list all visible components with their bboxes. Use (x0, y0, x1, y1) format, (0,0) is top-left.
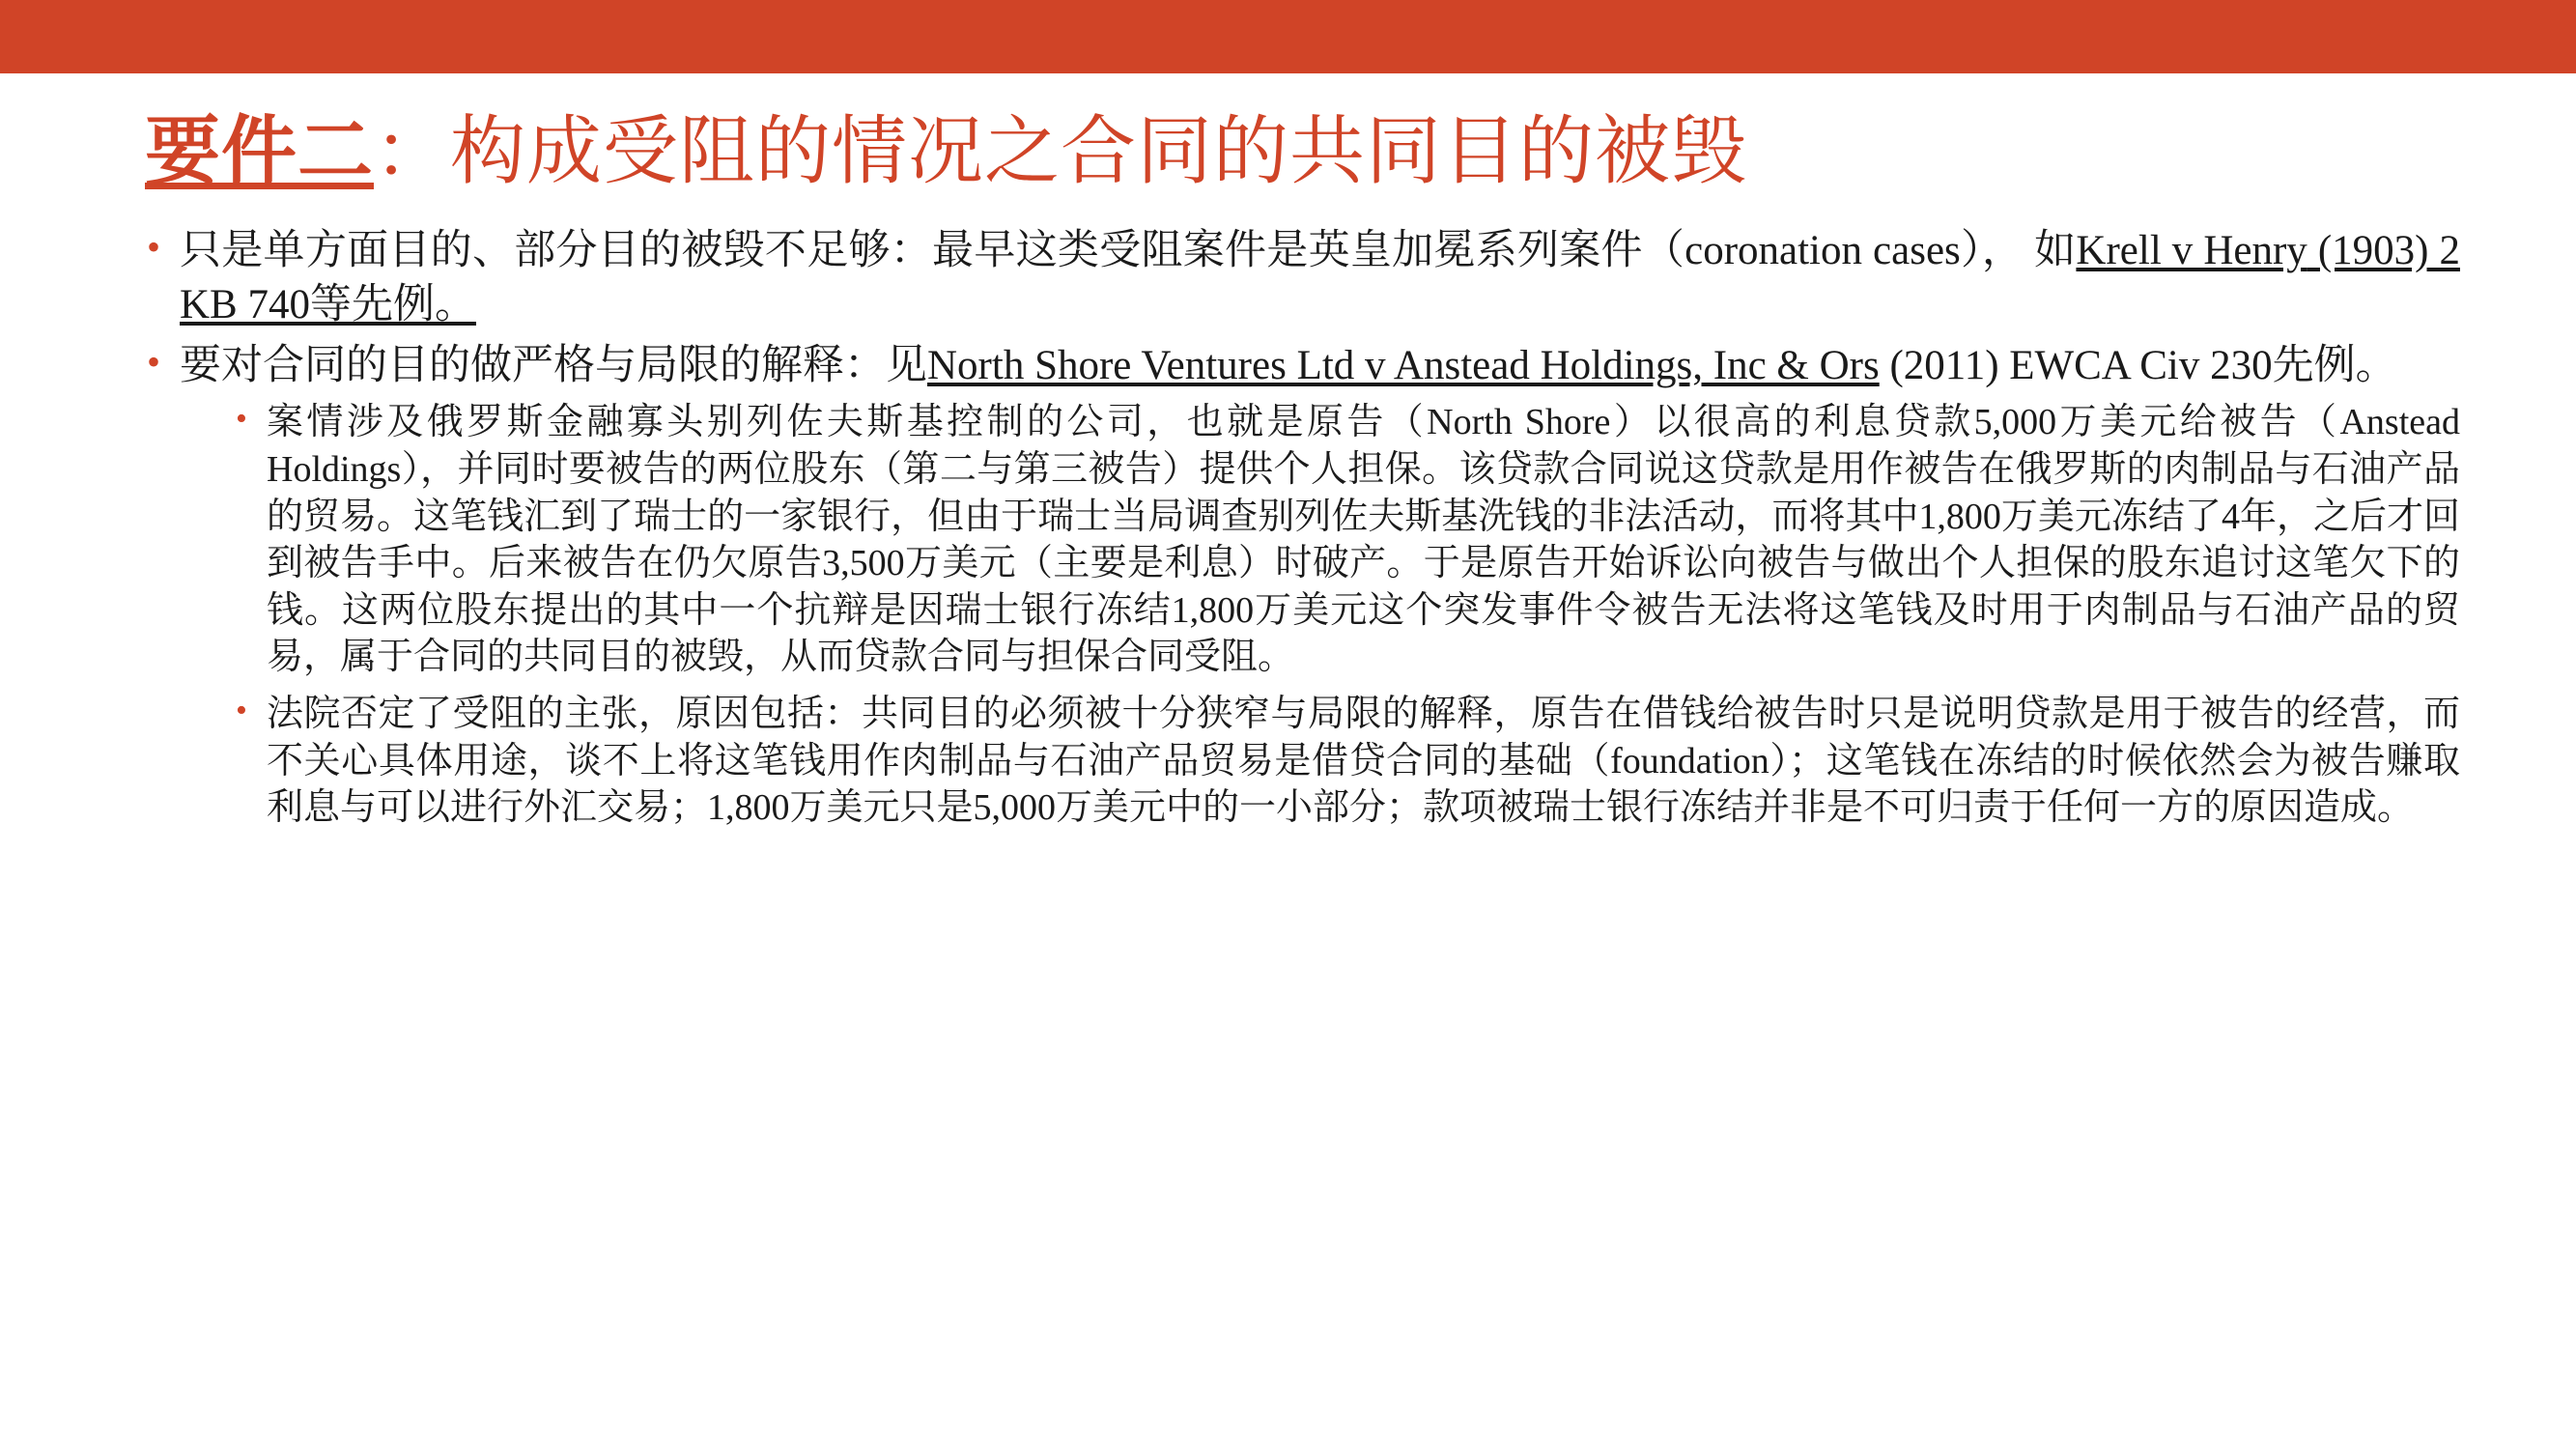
bullet-2-segment-1: 要对合同的目的做严格与局限的解释：见 (180, 343, 927, 389)
slide-top-accent-bar (0, 0, 2576, 73)
list-item (224, 399, 2460, 681)
slide-body (0, 224, 2576, 832)
bullet-2-segment-3: (2011) EWCA Civ 230先例。 (1879, 343, 2397, 389)
list-item (135, 339, 2460, 832)
page-title (145, 108, 2576, 195)
slide-content (0, 73, 2576, 841)
list-item (135, 224, 2460, 332)
bullet-1-segment-3: (1903) 2 KB 740等先例。 (180, 227, 2460, 327)
page-title-rest: ：构成受阻的情况之合同的共同目的被毁 (374, 109, 1748, 193)
page-title-underlined-part: 要件二 (145, 109, 375, 193)
sub-bullet-2-text: 法院否定了受阻的主张，原因包括：共同目的必须被十分狭窄与局限的解释，原告在借钱给被告时只是说明贷款是用于被告的经营，而不关心具体用途，谈不上将这笔钱用作肉制品与石油产品贸易是借贷合同的基础（foundation）；这笔钱在冻结的时候依然会为被告赚取利息与可以进行外汇交易；1,800万美元只是5,000万美元中的一小部分；款项被瑞士银行冻结并非是不可归责于任何一方的原因造成。 (267, 694, 2460, 829)
list-item (224, 691, 2460, 832)
bullet-1-text (180, 224, 2460, 332)
bullet-1-case-citation-krell: Krell v Henry (2076, 227, 2307, 273)
bullet-list-level2 (180, 399, 2460, 832)
bullet-1-segment-1: 只是单方面目的、部分目的被毁不足够：最早这类受阻案件是英皇加冕系列案件（coronation cases）， 如 (180, 227, 2077, 273)
bullet-2-case-citation-north-shore: North Shore Ventures Ltd v Anstead Holdings, Inc & Ors (927, 343, 1880, 389)
bullet-2-text (180, 339, 2460, 393)
sub-bullet-1-text: 案情涉及俄罗斯金融寡头别列佐夫斯基控制的公司，也就是原告（North Shore）以很高的利息贷款5,000万美元给被告（Anstead Holdings），并同时要被告的两位股东（第二与第三被告）提供个人担保。该贷款合同说这贷款是用作被告在俄罗斯的肉制品与石油产品的贸易。这笔钱汇到了瑞士的一家银行，但由于瑞士当局调查别列佐夫斯基洗钱的非法活动，而将其中1,800万美元冻结了4年，之后才回到被告手中。后来被告在仍欠原告3,500万美元（主要是利息）时破产。于是原告开始诉讼向被告与做出个人担保的股东追讨这笔欠下的钱。这两位股东提出的其中一个抗辩是因瑞士银行冻结1,800万美元这个突发事件令被告无法将这笔钱及时用于肉制品与石油产品的贸易，属于合同的共同目的被毁，从而贷款合同与担保合同受阻。 (267, 402, 2460, 678)
bullet-list-level1 (135, 224, 2460, 832)
